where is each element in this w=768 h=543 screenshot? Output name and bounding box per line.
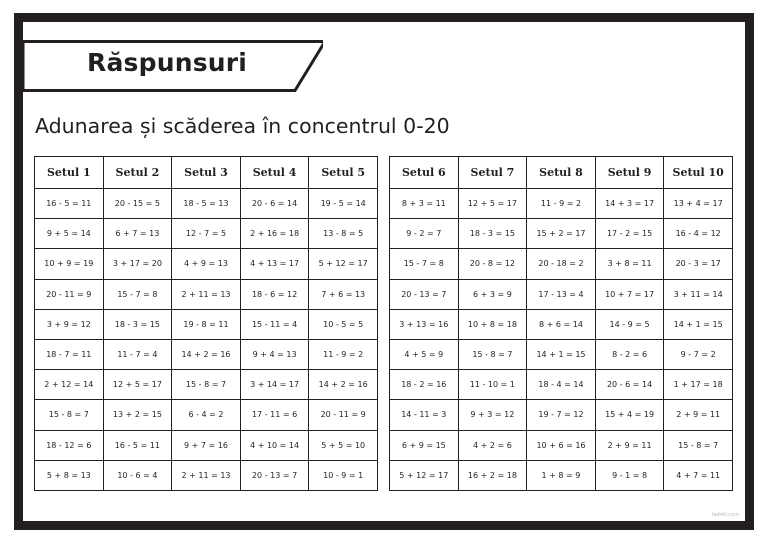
equation-cell: 14 + 3 = 17 bbox=[595, 189, 664, 219]
set-header: Setul 5 bbox=[309, 157, 378, 189]
footer-watermark: twinkl.com bbox=[711, 512, 739, 518]
table-row bbox=[390, 249, 733, 279]
equation-cell: 4 + 10 = 14 bbox=[240, 430, 309, 460]
equation-cell: 14 - 9 = 5 bbox=[595, 309, 664, 339]
set-header: Setul 10 bbox=[664, 157, 733, 189]
equation-cell: 4 + 9 = 13 bbox=[172, 249, 241, 279]
equation-cell: 18 - 6 = 12 bbox=[240, 279, 309, 309]
equation-cell: 10 + 9 = 19 bbox=[35, 249, 104, 279]
table-header-row bbox=[390, 157, 733, 189]
equation-cell: 9 - 7 = 2 bbox=[664, 339, 733, 369]
table-row bbox=[35, 400, 378, 430]
equation-cell: 11 - 9 = 2 bbox=[309, 339, 378, 369]
equation-cell: 3 + 11 = 14 bbox=[664, 279, 733, 309]
table-row bbox=[35, 430, 378, 460]
equation-cell: 3 + 9 = 12 bbox=[35, 309, 104, 339]
equation-cell: 14 + 1 = 15 bbox=[664, 309, 733, 339]
equation-cell: 20 - 15 = 5 bbox=[103, 189, 172, 219]
equation-cell: 2 + 9 = 11 bbox=[595, 430, 664, 460]
equation-cell: 14 + 2 = 16 bbox=[309, 370, 378, 400]
equation-cell: 20 - 13 = 7 bbox=[240, 460, 309, 490]
equation-cell: 15 + 4 = 19 bbox=[595, 400, 664, 430]
equation-cell: 10 + 8 = 18 bbox=[458, 309, 527, 339]
equation-cell: 6 + 7 = 13 bbox=[103, 219, 172, 249]
equation-cell: 17 - 13 = 4 bbox=[527, 279, 596, 309]
set-header: Setul 8 bbox=[527, 157, 596, 189]
set-header: Setul 7 bbox=[458, 157, 527, 189]
equation-cell: 15 - 8 = 7 bbox=[664, 430, 733, 460]
worksheet bbox=[23, 22, 745, 521]
equation-cell: 13 - 8 = 5 bbox=[309, 219, 378, 249]
equation-cell: 20 - 18 = 2 bbox=[527, 249, 596, 279]
equation-cell: 4 + 7 = 11 bbox=[664, 460, 733, 490]
equation-cell: 15 - 11 = 4 bbox=[240, 309, 309, 339]
table-row bbox=[390, 189, 733, 219]
equation-cell: 15 - 7 = 8 bbox=[103, 279, 172, 309]
equation-cell: 13 + 4 = 17 bbox=[664, 189, 733, 219]
equation-cell: 14 + 1 = 15 bbox=[527, 339, 596, 369]
equation-cell: 16 - 5 = 11 bbox=[103, 430, 172, 460]
equation-cell: 9 + 3 = 12 bbox=[458, 400, 527, 430]
table-row bbox=[35, 219, 378, 249]
title-banner bbox=[23, 40, 323, 92]
table-row bbox=[35, 249, 378, 279]
equation-cell: 4 + 13 = 17 bbox=[240, 249, 309, 279]
table-header-row bbox=[35, 157, 378, 189]
table-row bbox=[390, 430, 733, 460]
equation-cell: 18 - 3 = 15 bbox=[458, 219, 527, 249]
equation-cell: 9 + 4 = 13 bbox=[240, 339, 309, 369]
equation-cell: 18 - 7 = 11 bbox=[35, 339, 104, 369]
table-row bbox=[390, 400, 733, 430]
equation-cell: 18 - 3 = 15 bbox=[103, 309, 172, 339]
equation-cell: 13 + 2 = 15 bbox=[103, 400, 172, 430]
table-row bbox=[390, 370, 733, 400]
equation-cell: 7 + 6 = 13 bbox=[309, 279, 378, 309]
table-row bbox=[390, 279, 733, 309]
equation-cell: 8 - 2 = 6 bbox=[595, 339, 664, 369]
equation-cell: 19 - 8 = 11 bbox=[172, 309, 241, 339]
equation-cell: 15 - 7 = 8 bbox=[390, 249, 459, 279]
equation-cell: 8 + 3 = 11 bbox=[390, 189, 459, 219]
equation-cell: 16 + 2 = 18 bbox=[458, 460, 527, 490]
equation-cell: 5 + 8 = 13 bbox=[35, 460, 104, 490]
equation-cell: 11 - 7 = 4 bbox=[103, 339, 172, 369]
equation-cell: 15 - 8 = 7 bbox=[458, 339, 527, 369]
equation-cell: 16 - 4 = 12 bbox=[664, 219, 733, 249]
table-row bbox=[35, 339, 378, 369]
equation-cell: 3 + 14 = 17 bbox=[240, 370, 309, 400]
equation-cell: 12 + 5 = 17 bbox=[103, 370, 172, 400]
equation-cell: 1 + 17 = 18 bbox=[664, 370, 733, 400]
equation-cell: 9 - 1 = 8 bbox=[595, 460, 664, 490]
equation-cell: 10 - 6 = 4 bbox=[103, 460, 172, 490]
table-row bbox=[390, 460, 733, 490]
equation-cell: 19 - 7 = 12 bbox=[527, 400, 596, 430]
equation-cell: 20 - 13 = 7 bbox=[390, 279, 459, 309]
equation-cell: 5 + 12 = 17 bbox=[309, 249, 378, 279]
equation-cell: 18 - 2 = 16 bbox=[390, 370, 459, 400]
equation-cell: 10 - 5 = 5 bbox=[309, 309, 378, 339]
equation-cell: 10 - 9 = 1 bbox=[309, 460, 378, 490]
equation-cell: 6 + 9 = 15 bbox=[390, 430, 459, 460]
equation-cell: 18 - 4 = 14 bbox=[527, 370, 596, 400]
equation-cell: 20 - 11 = 9 bbox=[35, 279, 104, 309]
answers-table-left bbox=[34, 156, 378, 491]
table-row bbox=[390, 339, 733, 369]
equation-cell: 20 - 3 = 17 bbox=[664, 249, 733, 279]
page-subtitle: Adunarea și scăderea în concentrul 0-20 bbox=[35, 114, 450, 138]
set-header: Setul 2 bbox=[103, 157, 172, 189]
equation-cell: 15 - 8 = 7 bbox=[35, 400, 104, 430]
table-row bbox=[35, 370, 378, 400]
set-header: Setul 9 bbox=[595, 157, 664, 189]
equation-cell: 19 - 5 = 14 bbox=[309, 189, 378, 219]
table-row bbox=[35, 189, 378, 219]
table-row bbox=[35, 309, 378, 339]
equation-cell: 18 - 12 = 6 bbox=[35, 430, 104, 460]
equation-cell: 15 + 2 = 17 bbox=[527, 219, 596, 249]
equation-cell: 4 + 5 = 9 bbox=[390, 339, 459, 369]
answers-table-right bbox=[389, 156, 733, 491]
equation-cell: 9 + 7 = 16 bbox=[172, 430, 241, 460]
page-frame bbox=[14, 13, 754, 530]
equation-cell: 2 + 11 = 13 bbox=[172, 279, 241, 309]
equation-cell: 2 + 11 = 13 bbox=[172, 460, 241, 490]
equation-cell: 1 + 8 = 9 bbox=[527, 460, 596, 490]
equation-cell: 9 - 2 = 7 bbox=[390, 219, 459, 249]
table-row bbox=[35, 460, 378, 490]
equation-cell: 18 - 5 = 13 bbox=[172, 189, 241, 219]
equation-cell: 17 - 2 = 15 bbox=[595, 219, 664, 249]
equation-cell: 20 - 6 = 14 bbox=[595, 370, 664, 400]
equation-cell: 10 + 7 = 17 bbox=[595, 279, 664, 309]
equation-cell: 17 - 11 = 6 bbox=[240, 400, 309, 430]
equation-cell: 11 - 10 = 1 bbox=[458, 370, 527, 400]
equation-cell: 20 - 11 = 9 bbox=[309, 400, 378, 430]
equation-cell: 10 + 6 = 16 bbox=[527, 430, 596, 460]
equation-cell: 14 + 2 = 16 bbox=[172, 339, 241, 369]
equation-cell: 16 - 5 = 11 bbox=[35, 189, 104, 219]
table-row bbox=[390, 219, 733, 249]
equation-cell: 6 - 4 = 2 bbox=[172, 400, 241, 430]
equation-cell: 3 + 17 = 20 bbox=[103, 249, 172, 279]
table-row bbox=[390, 309, 733, 339]
equation-cell: 2 + 16 = 18 bbox=[240, 219, 309, 249]
equation-cell: 6 + 3 = 9 bbox=[458, 279, 527, 309]
equation-cell: 9 + 5 = 14 bbox=[35, 219, 104, 249]
equation-cell: 2 + 9 = 11 bbox=[664, 400, 733, 430]
equation-cell: 11 - 9 = 2 bbox=[527, 189, 596, 219]
equation-cell: 8 + 6 = 14 bbox=[527, 309, 596, 339]
equation-cell: 2 + 12 = 14 bbox=[35, 370, 104, 400]
equation-cell: 14 - 11 = 3 bbox=[390, 400, 459, 430]
set-header: Setul 3 bbox=[172, 157, 241, 189]
page-title: Răspunsuri bbox=[87, 48, 248, 77]
set-header: Setul 6 bbox=[390, 157, 459, 189]
set-header: Setul 4 bbox=[240, 157, 309, 189]
set-header: Setul 1 bbox=[35, 157, 104, 189]
equation-cell: 15 - 8 = 7 bbox=[172, 370, 241, 400]
table-row bbox=[35, 279, 378, 309]
equation-cell: 5 + 5 = 10 bbox=[309, 430, 378, 460]
equation-cell: 12 + 5 = 17 bbox=[458, 189, 527, 219]
equation-cell: 5 + 12 = 17 bbox=[390, 460, 459, 490]
equation-cell: 12 - 7 = 5 bbox=[172, 219, 241, 249]
equation-cell: 20 - 6 = 14 bbox=[240, 189, 309, 219]
equation-cell: 4 + 2 = 6 bbox=[458, 430, 527, 460]
equation-cell: 3 + 8 = 11 bbox=[595, 249, 664, 279]
equation-cell: 20 - 8 = 12 bbox=[458, 249, 527, 279]
equation-cell: 3 + 13 = 16 bbox=[390, 309, 459, 339]
